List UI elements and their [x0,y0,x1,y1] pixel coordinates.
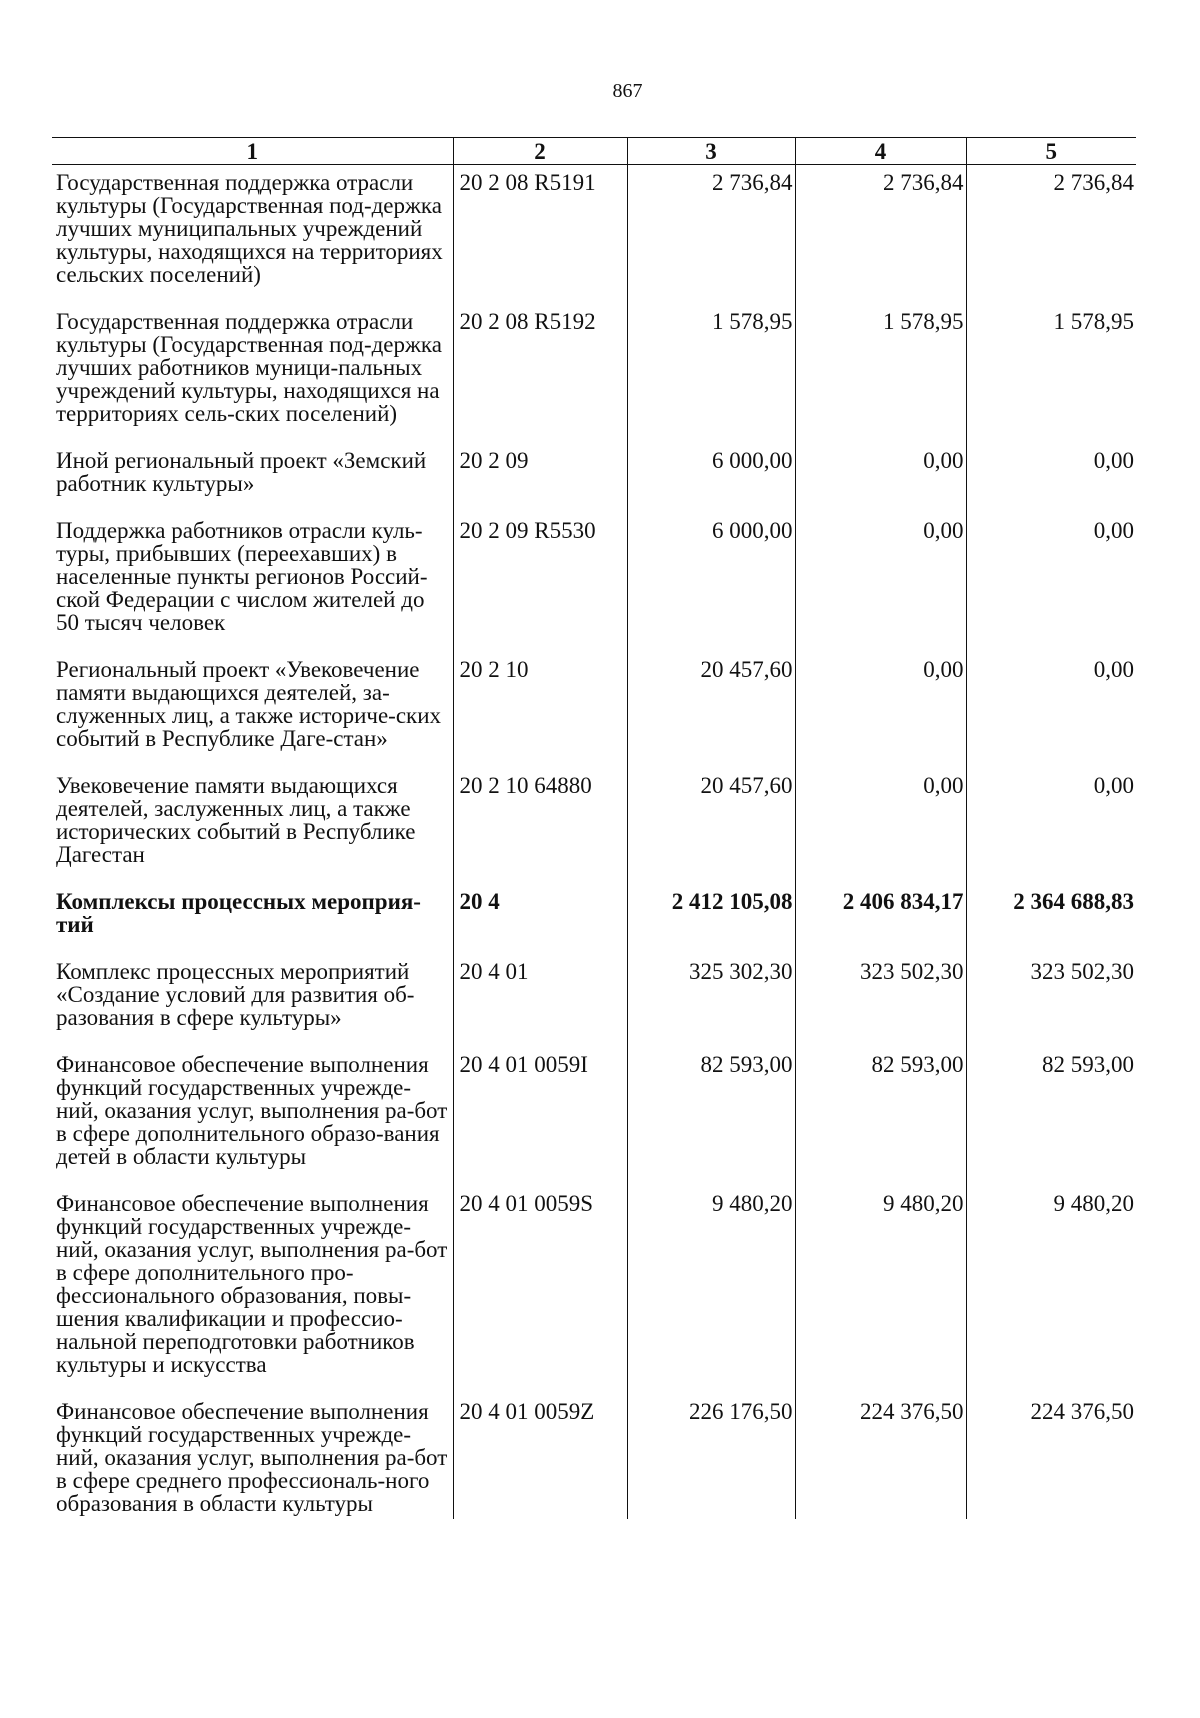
row-code: 20 4 01 0059S [453,1186,627,1394]
row-code: 20 4 [453,884,627,954]
row-name: Финансовое обеспечение выполнения функций государственных учрежде-ний, оказания услуг, выполнения ра-бот в сфере дополнительного про-фессионального образования, повы-шения квалификации и профессио-нальной переподготовки работников культуры и искусства [56,1191,448,1377]
table-row [52,304,1136,443]
table-row [52,1047,1136,1186]
row-value-4: 0,00 [795,652,966,768]
row-value-4: 0,00 [795,768,966,884]
column-header-4: 4 [795,138,966,165]
row-value-5: 0,00 [966,652,1136,768]
row-code: 20 4 01 0059Z [453,1394,627,1519]
row-value-5: 224 376,50 [966,1394,1136,1519]
row-value-4: 0,00 [795,513,966,652]
row-code: 20 4 01 [453,954,627,1047]
row-code: 20 2 10 [453,652,627,768]
table-header [52,138,1136,165]
column-header-2: 2 [453,138,627,165]
table-row [52,443,1136,513]
row-value-3: 1 578,95 [627,304,795,443]
row-value-3: 9 480,20 [627,1186,795,1394]
row-value-5: 82 593,00 [966,1047,1136,1186]
row-value-4: 1 578,95 [795,304,966,443]
row-name: Комплексы процессных мероприя-тий [56,889,421,937]
row-value-4: 0,00 [795,443,966,513]
budget-table [52,137,1136,1519]
row-value-5: 0,00 [966,768,1136,884]
row-code: 20 2 09 [453,443,627,513]
column-header-3: 3 [627,138,795,165]
row-name: Государственная поддержка отрасли культуры (Государственная под-держка лучших работников муници-пальных учреждений культуры, находящихся на территориях сель-ских поселений) [56,309,442,426]
row-name: Увековечение памяти выдающихся деятелей, заслуженных лиц, а также исторических событий в Республике Дагестан [56,773,416,867]
row-code: 20 4 01 0059I [453,1047,627,1186]
table-row [52,954,1136,1047]
row-value-3: 226 176,50 [627,1394,795,1519]
table-row [52,165,1136,305]
row-value-3: 20 457,60 [627,768,795,884]
row-value-3: 2 736,84 [627,165,795,305]
row-value-3: 2 412 105,08 [627,884,795,954]
row-name: Иной региональный проект «Земский работник культуры» [56,448,427,496]
row-code: 20 2 09 R5530 [453,513,627,652]
row-code: 20 2 08 R5192 [453,304,627,443]
table-row [52,513,1136,652]
row-value-5: 2 364 688,83 [966,884,1136,954]
table-row [52,768,1136,884]
column-header-1: 1 [52,138,453,165]
table-row [52,1186,1136,1394]
page-number: 867 [612,80,643,102]
row-name: Поддержка работников отрасли куль-туры, прибывших (переехавших) в населенные пункты регионов Россий-ской Федерации с числом жителей до 50 тысяч человек [56,518,428,635]
row-name: Региональный проект «Увековечение памяти выдающихся деятелей, за-служенных лиц, а также историче-ских событий в Республике Даге-стан» [56,657,442,751]
row-value-4: 82 593,00 [795,1047,966,1186]
table-row [52,652,1136,768]
row-value-5: 0,00 [966,513,1136,652]
header-row [52,138,1136,165]
row-code: 20 2 08 R5191 [453,165,627,305]
row-value-3: 20 457,60 [627,652,795,768]
row-value-4: 2 736,84 [795,165,966,305]
table-row [52,1394,1136,1519]
row-name: Финансовое обеспечение выполнения функций государственных учрежде-ний, оказания услуг, выполнения ра-бот в сфере дополнительного образо-вания детей в области культуры [56,1052,448,1169]
row-value-3: 6 000,00 [627,513,795,652]
row-value-5: 9 480,20 [966,1186,1136,1394]
row-value-5: 0,00 [966,443,1136,513]
column-header-5: 5 [966,138,1136,165]
table-body [52,165,1136,1520]
row-name: Финансовое обеспечение выполнения функций государственных учрежде-ний, оказания услуг, выполнения ра-бот в сфере среднего профессиональ-ного образования в области культуры [56,1399,448,1516]
table-row-total [52,884,1136,954]
row-name: Государственная поддержка отрасли культуры (Государственная под-держка лучших муниципальных учреждений культуры, находящихся на территориях сельских поселений) [56,170,443,287]
row-value-3: 6 000,00 [627,443,795,513]
row-value-4: 323 502,30 [795,954,966,1047]
row-value-5: 2 736,84 [966,165,1136,305]
row-code: 20 2 10 64880 [453,768,627,884]
row-value-5: 323 502,30 [966,954,1136,1047]
row-value-3: 325 302,30 [627,954,795,1047]
row-value-3: 82 593,00 [627,1047,795,1186]
row-value-5: 1 578,95 [966,304,1136,443]
row-value-4: 2 406 834,17 [795,884,966,954]
row-value-4: 9 480,20 [795,1186,966,1394]
row-name: Комплекс процессных мероприятий «Создание условий для развития об-разования в сфере культуры» [56,959,415,1030]
row-value-4: 224 376,50 [795,1394,966,1519]
